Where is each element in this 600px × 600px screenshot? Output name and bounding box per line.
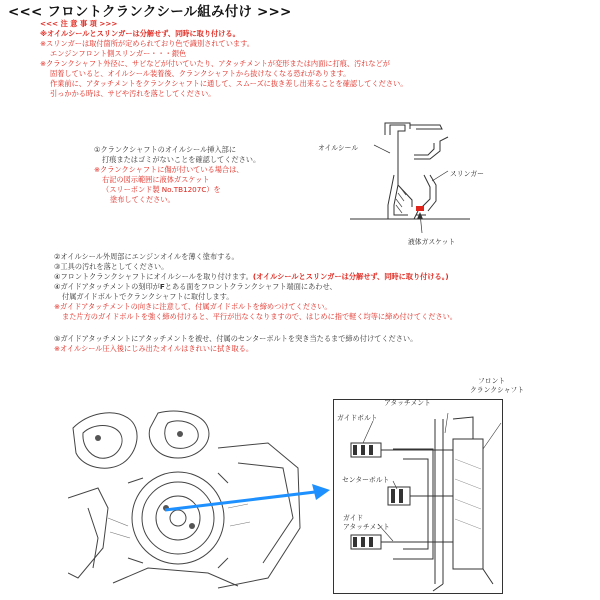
caution-line: ※クランクシャフト外径に、サビなどが付いていたり、アタッチメントが変形または内面に打痕、汚れなどが — [40, 59, 390, 68]
oil-seal-diagram — [330, 115, 490, 245]
attachment-diagram — [333, 399, 503, 594]
pointer-arrow — [160, 480, 335, 520]
step1-note: 塗布してください。 — [110, 195, 175, 204]
step4b-part2: とある面をフロントクランクシャフト端面にあわせ、 — [164, 282, 337, 291]
step4-note2: また片方のガイドボルトを強く締め付けると、平行が出なくなりますので、はじめに指で軽く均等に締め付けてください。 — [62, 312, 457, 321]
label-front: フロント — [478, 377, 506, 385]
step1-note: 右記の図示範囲に液体ガスケット — [102, 175, 210, 184]
step4-note1: ※ガイドアタッチメントの向きに注意して、付属ガイドボルトを締めつけてください。 — [54, 302, 332, 311]
label-center-bolt: センターボルト — [342, 476, 390, 484]
step1-note: ※クランクシャフトに傷が付いている場合は、 — [94, 165, 244, 174]
step4-warning: (オイルシールとスリンガーは分解せず、同時に取り付ける。) — [252, 272, 449, 281]
step4b — [54, 282, 337, 292]
caution-line: 引っかかる時は、サビや汚れを落としてください。 — [50, 89, 216, 98]
caution-line: 作業前に、アタッチメントをクランクシャフトに通して、スムーズに抜き差し出来ることを確認してください。 — [50, 79, 408, 88]
label-guide-attachment: アタッチメント — [343, 523, 390, 531]
step5: ⑤ガイドアタッチメントにアタッチメントを被せ、付属のセンターボルトを突き当たるまで締め付けてください。 — [54, 334, 418, 343]
step4-main: ④フロントクランクシャフトにオイルシールを取り付けます。 — [54, 272, 253, 281]
label-slinger: スリンガー — [450, 170, 484, 178]
label-attachment: アタッチメント — [384, 399, 431, 407]
step4 — [54, 272, 449, 282]
page-title: <<< フロントクランクシール組み付け >>> — [8, 4, 292, 20]
step2: ②オイルシール外周部にエンジンオイルを薄く塗布する。 — [54, 252, 239, 261]
label-guide-bolt: ガイドボルト — [337, 414, 378, 422]
label-guide: ガイド — [343, 514, 364, 522]
step1-note: （スリーボンド製 No.TB1207C）を — [102, 185, 221, 194]
step1-line: 打痕またはゴミがないことを確認してください。 — [102, 155, 261, 164]
label-crankshaft: クランクシャフト — [470, 386, 525, 394]
label-liquid-gasket: 液体ガスケット — [408, 238, 456, 246]
step1-line: ①クランクシャフトのオイルシール挿入部に — [94, 145, 237, 154]
caution-line: エンジンフロント側スリンガー・・・銀色 — [50, 49, 187, 58]
step4b-part1: ④ガイドアタッチメントの刻印が — [54, 282, 160, 291]
step3: ③工具の汚れを落としてください。 — [54, 262, 169, 271]
caution-line: 固着していると、オイルシール装着後、クランクシャフトから抜けなくなる恐れがあります。 — [50, 69, 351, 78]
step4b-mark-f: F — [159, 282, 165, 291]
caution-heading: <<< 注 意 事 項 >>> — [40, 19, 118, 28]
step5-note: ※オイルシール圧入後にじみ出たオイルはきれいに拭き取る。 — [54, 344, 254, 353]
label-oil-seal: オイルシール — [318, 144, 359, 152]
caution-line: ※オイルシールとスリンガーは分解せず、同時に取り付ける。 — [40, 29, 240, 38]
caution-line: ※スリンガーは取付箇所が定められており色で識別されています。 — [40, 39, 254, 48]
step4c: 付属ガイドボルトでクランクシャフトに取付します。 — [62, 292, 234, 301]
